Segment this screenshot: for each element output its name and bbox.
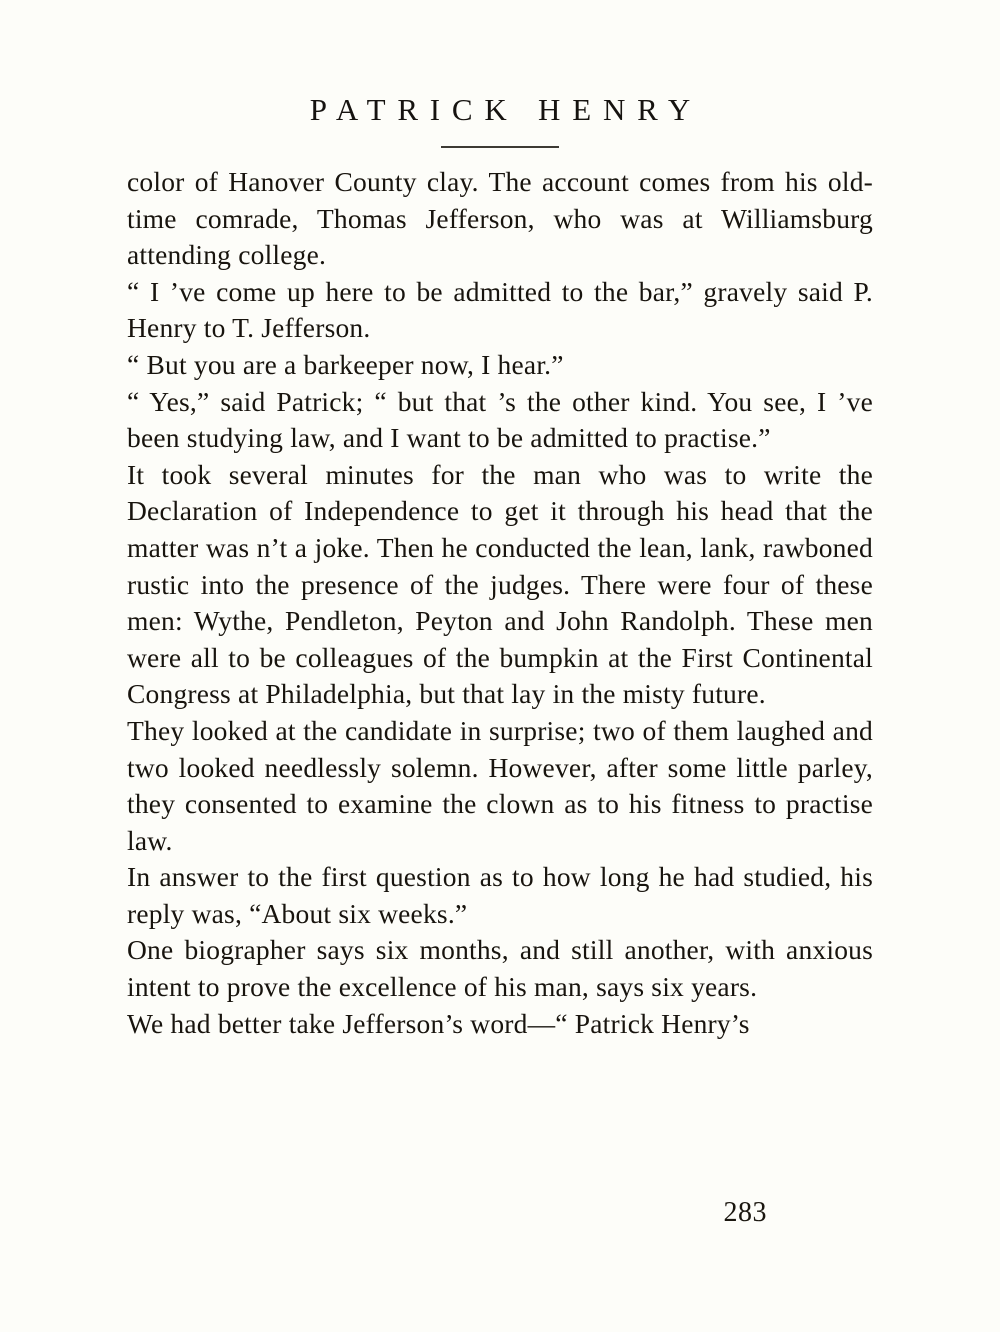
- page-number: 283: [723, 1197, 767, 1228]
- paragraph: One biographer says six months, and still another, with anxious intent to prove the excellence of his man, says six years.: [127, 934, 873, 1003]
- paragraph: They looked at the candidate in surprise; two of them laughed and two looked needlessly solemn. However, after some little parley, they consented to examine the clown as to his fitness to practise law.: [127, 714, 873, 856]
- paragraph: “ But you are a barkeeper now, I hear.”: [127, 348, 564, 380]
- paragraph: It took several minutes for the man who was to write the Declaration of Independence to get it through his head that the matter was n’t a joke. Then he conducted the lean, lank, rawboned rustic into the presence of the judges. There were four of these men: Wythe, Pendleton, Peyton and John Randolph. These men were all to be colleagues of the bumpkin at the First Continental Congress at Philadelphia, but that lay in the misty future.: [127, 458, 873, 710]
- paragraph: “ I ’ve come up here to be admitted to the bar,” gravely said P. Henry to T. Jefferson.: [127, 275, 873, 344]
- page-title: PATRICK HENRY: [309, 92, 703, 127]
- paragraph: color of Hanover County clay. The account comes from his old-time comrade, Thomas Jefferson, who was at Williamsburg attending college.: [127, 166, 873, 271]
- paragraph: “ Yes,” said Patrick; “ but that ’s the other kind. You see, I ’ve been studying law, and I want to be admitted to practise.”: [127, 385, 873, 454]
- body-text: [127, 164, 873, 1042]
- paragraph: In answer to the first question as to how long he had studied, his reply was, “About six weeks.”: [127, 861, 873, 929]
- title-divider: [441, 146, 559, 148]
- paragraph: We had better take Jefferson’s word—“ Patrick Henry’s: [127, 1007, 750, 1039]
